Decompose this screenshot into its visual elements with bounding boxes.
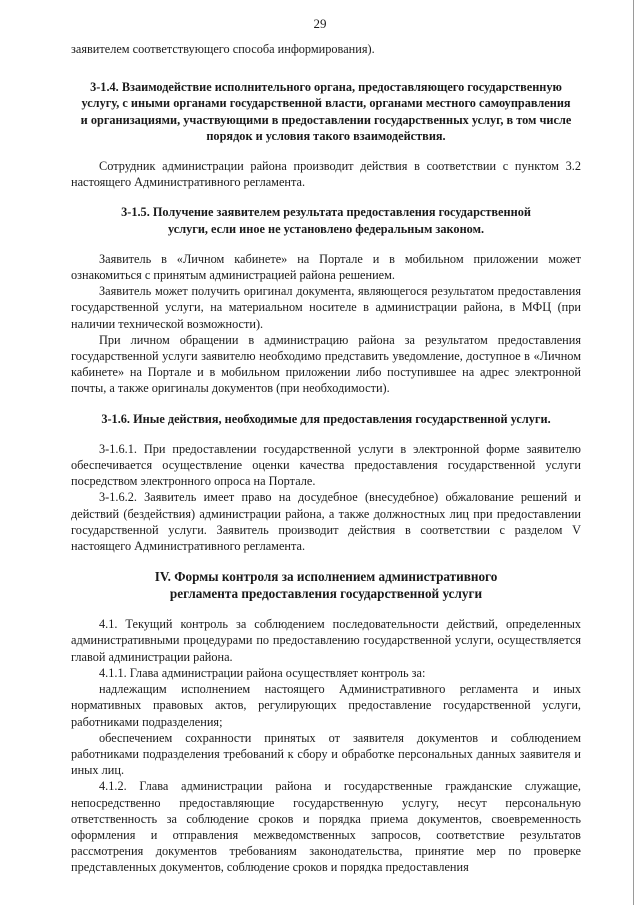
paragraph: 4.1. Текущий контроль за соблюдением последовательности действий, определенных административными процедурами по предоставлению государственной услуги, осуществляется главой администрации района. bbox=[71, 617, 581, 664]
heading-3-1-5: 3-1.5. Получение заявителем результата предоставления государственной услуги, если иное не установлено федеральным законом. bbox=[121, 205, 531, 236]
paragraph: обеспечением сохранности принятых от заявителя документов и соблюдением работниками подразделения требований к сбору и обработке персональных данных заявителя и иных лиц. bbox=[71, 730, 581, 778]
paragraph: надлежащим исполнением настоящего Административного регламента и иных нормативных правовых актов, регулирующих предоставление государственной услуги, работниками подразделения; bbox=[71, 682, 581, 729]
paragraph-continuation: заявителем соответствующего способа информирования). bbox=[71, 42, 375, 56]
paragraph: Заявитель может получить оригинал документа, являющегося результатом предоставления государственной услуги, на материальном носителе в администрации района, в МФЦ (при наличии технической возможности). bbox=[71, 284, 581, 331]
paragraph: 3-1.6.2. Заявитель имеет право на досудебное (внесудебное) обжалование решений и действий (бездействия) администрации района, а также должностных лиц при предоставлении государственной услуги. Заявитель производит действия в соответствии с разделом V настоящего Административного регламента. bbox=[71, 490, 581, 554]
document-body bbox=[71, 41, 581, 876]
heading-section-iv: IV. Формы контроля за исполнением административного регламента предоставления государственной услуги bbox=[154, 569, 498, 602]
paragraph: Сотрудник администрации района производит действия в соответствии с пунктом 3.2 настоящего Административного регламента. bbox=[71, 159, 581, 190]
paragraph: 3-1.6.1. При предоставлении государственной услуги в электронной форме заявителю обеспечивается осуществление оценки качества предоставления государственной услуги посредством электронного опроса на Портале. bbox=[71, 441, 581, 489]
paragraph: Заявитель в «Личном кабинете» на Портале и в мобильном приложении может ознакомиться с принятым администрацией района решением. bbox=[71, 251, 581, 283]
paragraph: 4.1.1. Глава администрации района осуществляет контроль за: bbox=[99, 665, 426, 680]
paragraph: 4.1.2. Глава администрации района и государственные гражданские служащие, непосредственно предоставляющие государственную услугу, несут персональную ответственность за соблюдение сроков и порядка приема документов, своевременность оформления и отправления межведомственных запросов, соответствие результатов рассмотрения документов требованиям законодательства, принятие мер по проверке представленных документов, соблюдение сроков и порядка предоставления bbox=[71, 779, 581, 875]
page-number: 29 bbox=[313, 16, 327, 31]
heading-3-1-4: 3-1.4. Взаимодействие исполнительного органа, предоставляющего государственную услугу, с иными органами государственной власти, органами местного самоуправления и организациями, участвующими в предоставлении государственных услуг, в том числе порядок и условия такого взаимодействия. bbox=[80, 80, 572, 143]
page-edge-line bbox=[633, 0, 634, 905]
paragraph: При личном обращении в администрацию района за результатом предоставления государственной услуги заявителю необходимо представить уведомление, доступное в «Личном кабинете» на Портале и в мобильном приложении либо поступившее на адрес электронной почты, а также оригиналы документов (при необходимости). bbox=[71, 332, 581, 396]
heading-3-1-6: 3-1.6. Иные действия, необходимые для предоставления государственной услуги. bbox=[101, 411, 551, 426]
